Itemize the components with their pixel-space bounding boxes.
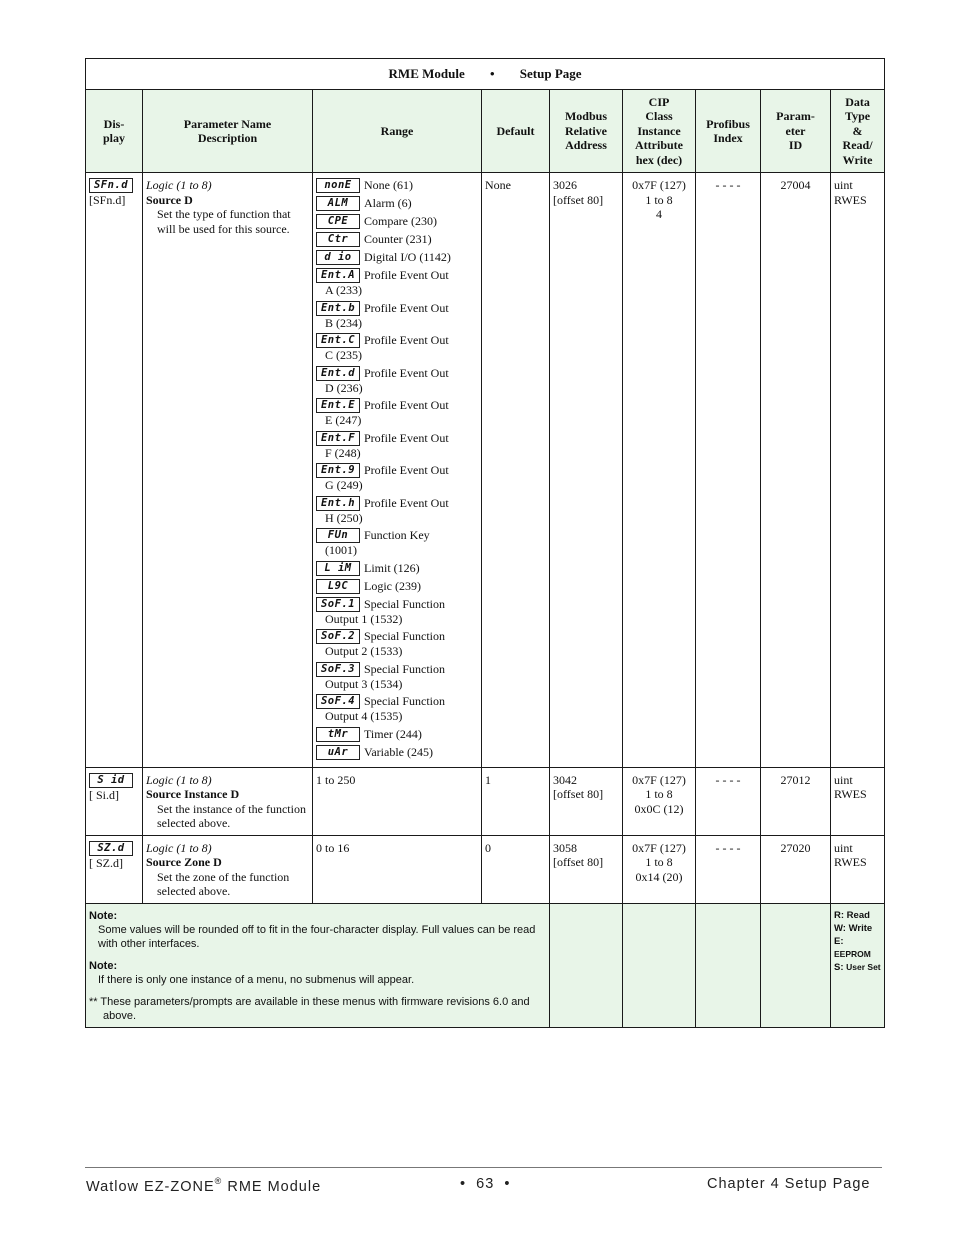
range-option bbox=[316, 250, 478, 265]
modbus-cell bbox=[550, 173, 623, 768]
range-option-label: Profile Event Out bbox=[364, 333, 449, 347]
note-firmware: ** These parameters/prompts are available in these menus with firmware revisions 6.0 and above. bbox=[89, 995, 530, 1022]
title-bullet: • bbox=[489, 65, 495, 81]
cip-cell bbox=[623, 173, 696, 768]
range-text: 1 to 250 bbox=[316, 772, 356, 787]
display-text: [ SZ.d] bbox=[89, 855, 123, 870]
display-text: [SFn.d] bbox=[89, 193, 126, 207]
range-option-label: Compare (230) bbox=[364, 214, 437, 228]
range-option-continued: E (247) bbox=[325, 413, 362, 427]
data-type-line: RWES bbox=[834, 192, 867, 207]
legend-key: W: bbox=[834, 922, 846, 934]
column-header: CIP Class Instance Attribute hex (dec) bbox=[623, 90, 696, 173]
parameter-id-cell: 27012 bbox=[761, 767, 831, 835]
lcd-option-code: SoF.1 bbox=[316, 597, 360, 612]
legend-text: Write bbox=[848, 922, 873, 934]
default-cell: 1 bbox=[482, 767, 550, 835]
column-header: Dis- play bbox=[86, 90, 143, 173]
cip-line: 1 to 8 bbox=[645, 192, 673, 207]
lcd-option-code: SoF.3 bbox=[316, 662, 360, 677]
lcd-option-code: L9C bbox=[316, 579, 360, 594]
lcd-option-code: Ent.d bbox=[316, 366, 360, 381]
range-option-continued: D (236) bbox=[325, 380, 363, 395]
empty-notes-cell bbox=[550, 903, 623, 1027]
modbus-line: 3042 bbox=[553, 772, 577, 787]
range-option-label: Profile Event Out bbox=[364, 268, 449, 282]
range-option-label: Profile Event Out bbox=[364, 300, 449, 315]
notes-cell bbox=[86, 903, 550, 1027]
table-title bbox=[86, 59, 885, 90]
column-header: Parameter Name Description bbox=[143, 90, 313, 173]
column-header: Param- eter ID bbox=[761, 90, 831, 173]
lcd-option-code: SoF.4 bbox=[316, 694, 360, 709]
column-header-row bbox=[86, 90, 885, 173]
range-option-label: Profile Event Out bbox=[364, 463, 449, 477]
lcd-option-code: Ent.9 bbox=[316, 463, 360, 478]
legend-item bbox=[834, 909, 881, 922]
lcd-option-code: CPE bbox=[316, 214, 360, 229]
lcd-option-code: tMr bbox=[316, 727, 360, 742]
cip-line: 0x7F (127) bbox=[632, 840, 686, 855]
parameter-name: Source D bbox=[146, 192, 193, 207]
lcd-option-code: L iM bbox=[316, 561, 360, 576]
modbus-line: [offset 80] bbox=[553, 787, 604, 801]
range-cell bbox=[313, 835, 482, 903]
legend-key: R: bbox=[834, 909, 845, 921]
range-text: 0 to 16 bbox=[316, 840, 350, 855]
range-option-continued: F (248) bbox=[325, 445, 361, 460]
modbus-line: [offset 80] bbox=[553, 855, 604, 869]
lcd-option-code: Ctr bbox=[316, 232, 360, 247]
range-option-label: Timer (244) bbox=[364, 726, 422, 741]
parameter-name: Source Instance D bbox=[146, 787, 240, 801]
parameter-description: Set the zone of the function selected above. bbox=[157, 869, 290, 898]
lcd-option-code: d io bbox=[316, 250, 360, 265]
display-cell bbox=[86, 173, 143, 768]
cip-line: 0x7F (127) bbox=[632, 178, 686, 192]
data-type-line: uint bbox=[834, 840, 853, 855]
lcd-option-code: SoF.2 bbox=[316, 629, 360, 644]
lcd-option-code: ALM bbox=[316, 196, 360, 211]
range-option bbox=[316, 301, 478, 331]
range-option-label: Profile Event Out bbox=[364, 495, 449, 510]
footer-product: RME Module bbox=[222, 1179, 322, 1195]
range-option bbox=[316, 694, 478, 724]
range-option bbox=[316, 745, 478, 760]
legend-key: S: bbox=[834, 961, 844, 973]
range-option-label: Profile Event Out bbox=[364, 430, 449, 445]
range-option-continued: G (249) bbox=[325, 478, 363, 492]
parameter-description: Set the instance of the function selected above. bbox=[157, 801, 306, 830]
legend-item bbox=[834, 922, 881, 935]
lcd-option-code: FUn bbox=[316, 528, 360, 543]
data-type-cell bbox=[831, 173, 885, 768]
range-option-continued: B (234) bbox=[325, 315, 362, 330]
parameter-description: Set the type of function that will be used for this source. bbox=[157, 207, 291, 236]
range-option bbox=[316, 662, 478, 692]
legend-text: Read bbox=[846, 909, 870, 921]
read-write-legend bbox=[831, 903, 885, 1027]
legend-key: E: bbox=[834, 935, 844, 947]
notes-row bbox=[86, 903, 885, 1027]
range-option-label: Special Function bbox=[364, 629, 445, 643]
parameter-table bbox=[85, 58, 885, 1028]
parameter-cell bbox=[143, 835, 313, 903]
range-option bbox=[316, 597, 478, 627]
modbus-cell bbox=[550, 767, 623, 835]
range-option-continued: (1001) bbox=[325, 543, 357, 557]
modbus-line: 3026 bbox=[553, 178, 577, 192]
lcd-display-code: S id bbox=[89, 773, 133, 788]
footer-chapter: Chapter 4 Setup Page bbox=[707, 1176, 871, 1192]
profibus-cell: - - - - bbox=[696, 767, 761, 835]
cip-cell bbox=[623, 835, 696, 903]
range-option bbox=[316, 214, 478, 229]
range-option bbox=[316, 333, 478, 363]
column-header: Modbus Relative Address bbox=[550, 90, 623, 173]
note-heading: Note: bbox=[89, 959, 118, 972]
modbus-line: 3058 bbox=[553, 840, 577, 855]
column-header: Data Type & Read/ Write bbox=[831, 90, 885, 173]
legend-text: EEPROM bbox=[834, 948, 871, 959]
lcd-option-code: uAr bbox=[316, 745, 360, 760]
data-type-line: RWES bbox=[834, 787, 867, 801]
parameter-name: Source Zone D bbox=[146, 855, 222, 869]
parameter-cell bbox=[143, 173, 313, 768]
range-option-label: Variable (245) bbox=[364, 744, 433, 759]
column-header: Default bbox=[482, 90, 550, 173]
footer-brand bbox=[86, 1176, 321, 1195]
registered-mark: ® bbox=[214, 1176, 223, 1186]
display-text: [ Si.d] bbox=[89, 787, 119, 802]
range-option-label: Profile Event Out bbox=[364, 398, 449, 412]
range-option-label: Limit (126) bbox=[364, 560, 420, 575]
display-cell bbox=[86, 835, 143, 903]
cip-line: 0x14 (20) bbox=[635, 869, 683, 884]
table-row bbox=[86, 173, 885, 768]
data-type-cell bbox=[831, 767, 885, 835]
column-header: Range bbox=[313, 90, 482, 173]
cip-line: 0x0C (12) bbox=[634, 801, 684, 816]
legend-item bbox=[834, 961, 881, 974]
range-option bbox=[316, 196, 478, 211]
range-option-label: None (61) bbox=[364, 178, 413, 192]
data-type-line: uint bbox=[834, 178, 853, 192]
lcd-display-code: SZ.d bbox=[89, 841, 133, 856]
cip-cell bbox=[623, 767, 696, 835]
empty-notes-cell bbox=[761, 903, 831, 1027]
lcd-display-code: SFn.d bbox=[89, 178, 133, 193]
range-option-continued: Output 2 (1533) bbox=[325, 644, 403, 658]
parameter-id-cell: 27020 bbox=[761, 835, 831, 903]
table-row bbox=[86, 767, 885, 835]
cip-line: 1 to 8 bbox=[645, 855, 673, 869]
range-option bbox=[316, 579, 478, 594]
lcd-option-code: Ent.A bbox=[316, 268, 360, 283]
range-option bbox=[316, 528, 478, 558]
empty-notes-cell bbox=[696, 903, 761, 1027]
note-rounding: Some values will be rounded off to fit in the four-character display. Full values can be read with other interfaces. bbox=[98, 923, 536, 950]
range-option bbox=[316, 178, 478, 193]
range-option-label: Digital I/O (1142) bbox=[364, 250, 451, 264]
table-row bbox=[86, 835, 885, 903]
range-option bbox=[316, 268, 478, 298]
lcd-option-code: Ent.b bbox=[316, 301, 360, 316]
footer-rule bbox=[85, 1167, 882, 1168]
range-option-continued: Output 4 (1535) bbox=[325, 709, 403, 723]
display-cell bbox=[86, 767, 143, 835]
lcd-option-code: nonE bbox=[316, 178, 360, 193]
lcd-option-code: Ent.C bbox=[316, 333, 360, 348]
parameter-category: Logic (1 to 8) bbox=[146, 178, 212, 192]
range-option bbox=[316, 496, 478, 526]
parameter-category: Logic (1 to 8) bbox=[146, 772, 212, 787]
column-header: Profibus Index bbox=[696, 90, 761, 173]
cip-line: 0x7F (127) bbox=[632, 772, 686, 787]
lcd-option-code: Ent.h bbox=[316, 496, 360, 511]
parameter-id-cell: 27004 bbox=[761, 173, 831, 768]
range-option-continued: Output 1 (1532) bbox=[325, 611, 403, 626]
range-option-continued: H (250) bbox=[325, 510, 363, 525]
range-option bbox=[316, 232, 478, 247]
page-title: Setup Page bbox=[519, 65, 582, 81]
range-cell bbox=[313, 173, 482, 768]
range-option-continued: C (235) bbox=[325, 348, 362, 362]
range-option-label: Special Function bbox=[364, 694, 445, 708]
default-cell: 0 bbox=[482, 835, 550, 903]
profibus-cell: - - - - bbox=[696, 173, 761, 768]
default-cell: None bbox=[482, 173, 550, 768]
range-option bbox=[316, 727, 478, 742]
legend-item bbox=[834, 935, 881, 961]
range-option-label: Logic (239) bbox=[364, 578, 421, 593]
footer-page-number: • 63 • bbox=[460, 1176, 511, 1192]
range-option-label: Counter (231) bbox=[364, 232, 432, 246]
range-option bbox=[316, 561, 478, 576]
parameter-category: Logic (1 to 8) bbox=[146, 840, 212, 855]
empty-notes-cell bbox=[623, 903, 696, 1027]
parameter-cell bbox=[143, 767, 313, 835]
legend-text: User Set bbox=[846, 961, 881, 972]
range-option-label: Profile Event Out bbox=[364, 365, 449, 380]
profibus-cell: - - - - bbox=[696, 835, 761, 903]
range-option-continued: Output 3 (1534) bbox=[325, 676, 403, 691]
modbus-cell bbox=[550, 835, 623, 903]
range-option bbox=[316, 629, 478, 659]
range-option-label: Special Function bbox=[364, 661, 445, 676]
range-option bbox=[316, 398, 478, 428]
range-option bbox=[316, 463, 478, 493]
note-heading: Note: bbox=[89, 909, 118, 922]
modbus-line: [offset 80] bbox=[553, 192, 604, 207]
footer-brand-name: Watlow EZ-ZONE bbox=[86, 1179, 215, 1195]
range-option bbox=[316, 431, 478, 461]
data-type-line: uint bbox=[834, 772, 853, 787]
range-option-label: Special Function bbox=[364, 596, 445, 611]
cip-line: 4 bbox=[656, 207, 662, 221]
module-title: RME Module bbox=[388, 65, 465, 81]
lcd-option-code: Ent.F bbox=[316, 431, 360, 446]
note-submenus: If there is only one instance of a menu, no submenus will appear. bbox=[98, 973, 415, 986]
cip-line: 1 to 8 bbox=[645, 787, 673, 801]
range-option-label: Alarm (6) bbox=[364, 196, 412, 210]
data-type-cell bbox=[831, 835, 885, 903]
data-type-line: RWES bbox=[834, 855, 867, 869]
range-option-label: Function Key bbox=[364, 528, 430, 542]
lcd-option-code: Ent.E bbox=[316, 398, 360, 413]
range-option-continued: A (233) bbox=[325, 283, 362, 297]
range-option bbox=[316, 366, 478, 396]
range-cell bbox=[313, 767, 482, 835]
